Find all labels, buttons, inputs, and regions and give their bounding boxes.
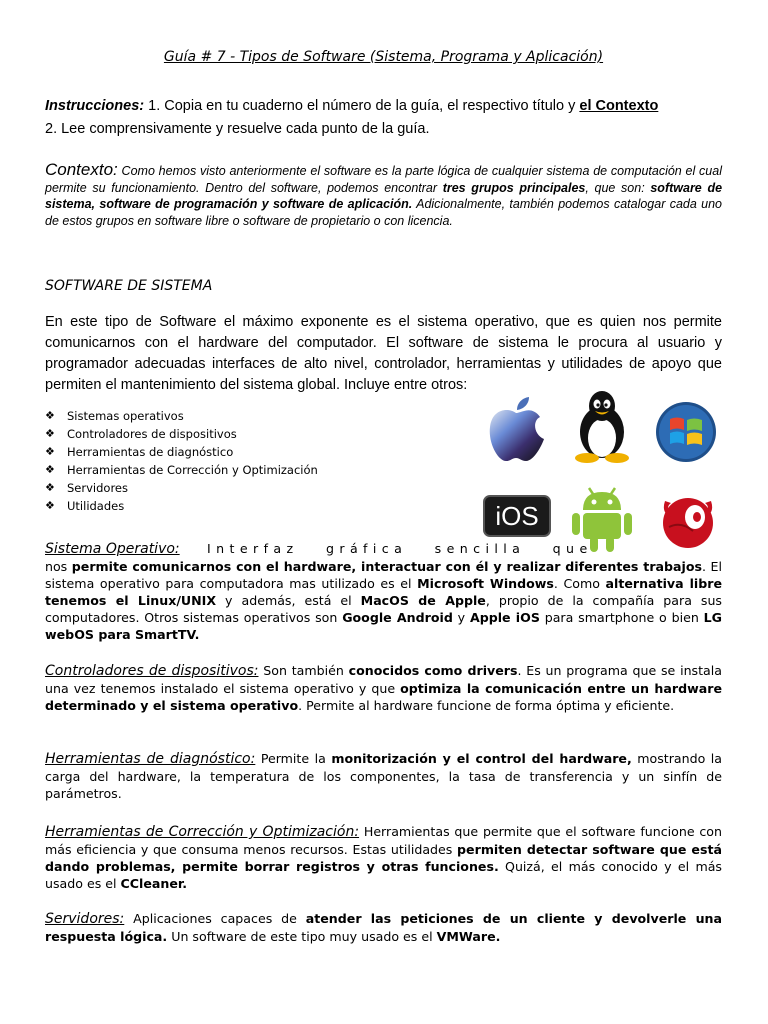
list-item — [45, 443, 318, 461]
instructions-label: Instrucciones: — [45, 98, 145, 114]
ios-icon — [481, 488, 553, 544]
list-item — [45, 425, 318, 443]
section-text: . El sistema operativo para computadora mas utilizado es el — [45, 559, 722, 591]
instructions-context-ref: el Contexto — [579, 98, 659, 114]
bullet-list — [45, 407, 318, 515]
section-bold: Microsoft Windows — [417, 576, 554, 591]
list-item-label: Controladores de dispositivos — [67, 427, 237, 441]
section-text: para smartphone o bien — [539, 610, 704, 625]
section-text: , propio de la compañía para sus computadores. Otros sistemas operativos son — [45, 593, 722, 625]
section-head: Sistema Operativo: — [45, 541, 180, 557]
diamond-bullet-icon: ❖ — [45, 499, 55, 512]
section-head: Herramientas de Corrección y Optimización: — [45, 824, 360, 840]
list-item-label: Utilidades — [67, 499, 125, 513]
context-bold: software de sistema, software de programación y software de aplicación. — [45, 180, 723, 211]
section-text: y — [452, 610, 470, 625]
context-text: Adicionalmente, también podemos catalogar cada uno de estos grupos en software libre o software de propietario o con licencia. — [45, 197, 722, 228]
context-paragraph — [45, 162, 722, 229]
diamond-bullet-icon: ❖ — [45, 427, 55, 440]
context-text: , que son: — [585, 180, 651, 195]
diamond-bullet-icon: ❖ — [45, 481, 55, 494]
section-text: y además, está el — [216, 593, 361, 608]
list-item — [45, 407, 318, 425]
section-bold: VMWare. — [436, 929, 501, 944]
section-bold: conocidos como drivers — [348, 663, 518, 678]
section-optimizacion — [45, 823, 722, 892]
section-bold: monitorización y el control del hardware, — [331, 751, 632, 766]
section-servidores — [45, 910, 722, 945]
section-text: Un software de este tipo muy usado es el — [167, 929, 437, 944]
list-item-label: Servidores — [67, 481, 128, 495]
section-bold: atender las peticiones de un cliente y devolverle una respuesta lógica. — [45, 911, 722, 944]
apple-icon — [481, 392, 551, 468]
section-bold: LG webOS para SmartTV. — [45, 610, 722, 642]
section-sistema-operativo — [45, 540, 722, 643]
section-controladores — [45, 662, 722, 714]
diamond-bullet-icon: ❖ — [45, 463, 55, 476]
section-bold: optimiza la comunicación entre un hardware determinado y el sistema operativo — [45, 681, 722, 713]
section-text: Aplicaciones capaces de — [124, 911, 306, 926]
section-bold: Google Android — [342, 610, 453, 625]
list-item — [45, 461, 318, 479]
linux-tux-icon — [567, 388, 637, 464]
section-head: Herramientas de diagnóstico: — [45, 751, 256, 767]
section-text: . Es un programa que se instala una vez tenemos instalado el sistema operativo y que — [45, 663, 722, 696]
instructions-step2: 2. Lee comprensivamente y resuelve cada punto de la guía. — [45, 121, 430, 137]
context-bold: tres grupos principales — [442, 180, 586, 195]
section-text: . Como — [553, 576, 606, 591]
list-item-label: Sistemas operativos — [67, 409, 184, 423]
list-item — [45, 479, 318, 497]
diamond-bullet-icon: ❖ — [45, 445, 55, 458]
context-text: Como hemos visto anteriormente el software es la parte lógica de cualquier sistema de computación el cual permite su funcionamiento. Dentro del software, podemos encontrar — [45, 164, 722, 195]
section-text: mostrando la carga del hardware, la temperatura de los componentes, la tasa de transferencia y un sinfín de parámetros. — [45, 751, 723, 801]
list-item — [45, 497, 318, 515]
section-text: Quizá, el más conocido y el más usado es el — [45, 859, 722, 891]
section-text: Son también — [258, 663, 349, 678]
section-bold: permiten detectar software que está dando problemas, permite borrar registros y otras funciones. — [45, 842, 722, 874]
section-text: Herramientas que permite que el software funcione con más eficiencia y que consuma menos recursos. Estas utilidades — [45, 824, 722, 857]
context-label: Contexto: — [45, 160, 118, 179]
section-text: nos — [45, 559, 72, 574]
ios-logo-label: iOS — [483, 495, 551, 537]
list-item-label: Herramientas de diagnóstico — [67, 445, 234, 459]
page-title: Guía # 7 - Tipos de Software (Sistema, Programa y Aplicación) — [163, 49, 604, 65]
instructions-step1: 1. Copia en tu cuaderno el número de la guía, el respectivo título y — [144, 98, 580, 114]
section-head: Servidores: — [45, 911, 125, 927]
section-diagnostico — [45, 750, 722, 802]
windows-icon — [651, 394, 721, 470]
section-bold: Apple iOS — [469, 610, 540, 625]
section-bold: MacOS de Apple — [360, 593, 486, 608]
instructions — [45, 95, 722, 141]
section-text: Permite la — [255, 751, 332, 766]
intro-paragraph: En este tipo de Software el máximo exponente es el sistema operativo, que es quien nos permite comunicarnos con el hardware del computador. El software de sistema le procura al usuario y programador adecuadas interfaces de alto nivel, controlador, herramientas y utilidades de apoyo que permiten el mantenimiento del sistema global. Incluye entre otros: — [45, 314, 722, 393]
list-item-label: Herramientas de Corrección y Optimización — [67, 463, 318, 477]
section-heading: SOFTWARE DE SISTEMA — [45, 278, 213, 294]
diamond-bullet-icon: ❖ — [45, 409, 55, 422]
section-bold: CCleaner. — [120, 876, 188, 891]
section-text: . Permite al hardware funcione de forma óptima y eficiente. — [298, 698, 675, 713]
os-logos-image — [481, 388, 725, 560]
section-text: Interfaz gráfica sencilla que — [179, 541, 593, 556]
section-head: Controladores de dispositivos: — [45, 663, 259, 679]
section-bold: permite comunicarnos con el hardware, interactuar con él y realizar diferentes trabajos — [71, 559, 703, 574]
section-bold: alternativa libre tenemos el Linux/UNIX — [45, 576, 723, 608]
